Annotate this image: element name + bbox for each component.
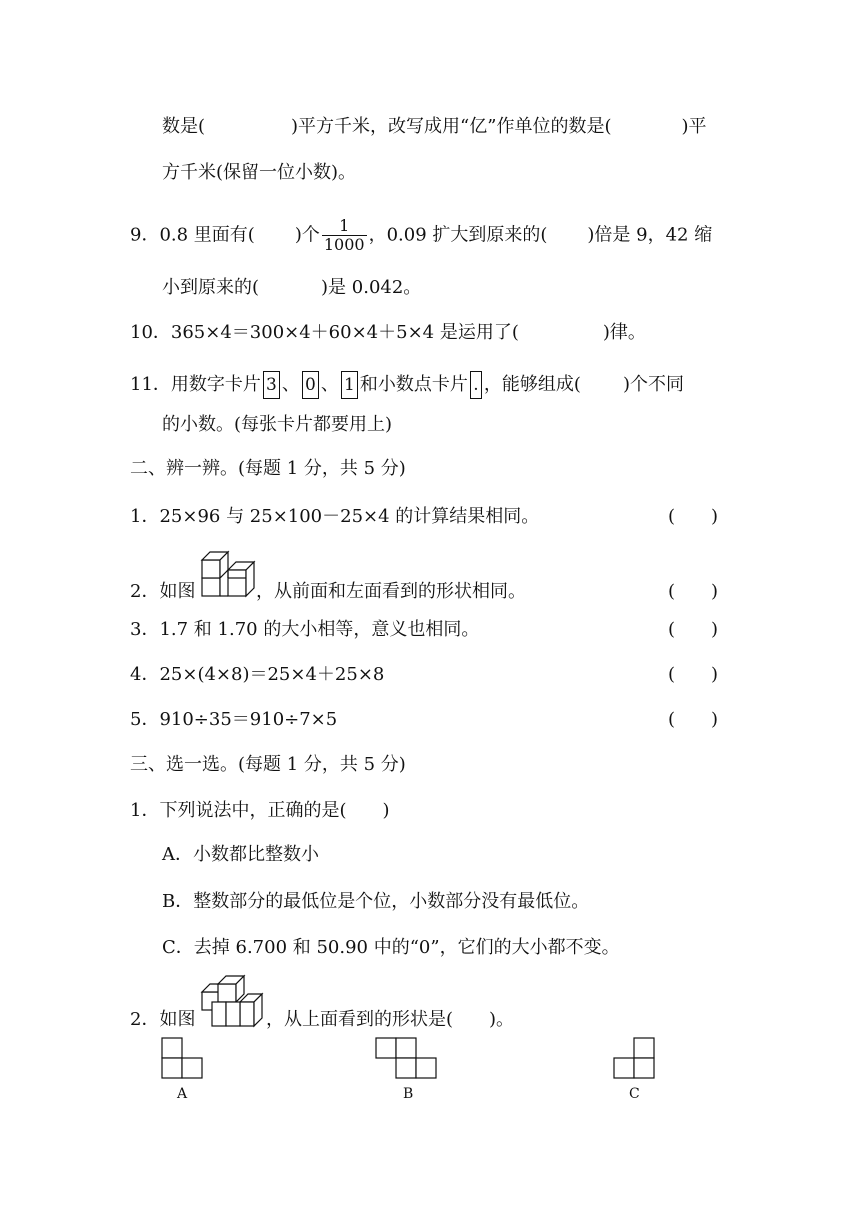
option-c-label: C bbox=[629, 1086, 640, 1102]
cube-stack-figure-1 bbox=[200, 538, 256, 600]
q8-line2: 方千米(保留一位小数)。 bbox=[162, 162, 357, 183]
answer-paren[interactable]: ( ) bbox=[668, 506, 719, 527]
s2-item-4: 4．25×(4×8)＝25×4＋25×8 bbox=[130, 664, 385, 685]
q11-line2: 的小数。(每张卡片都要用上) bbox=[162, 414, 393, 435]
s3-q1: 1．下列说法中，正确的是( ) bbox=[130, 800, 390, 821]
q9-line1: 9．0.8 里面有( )个 $\frac{1}{1000}$ ，0.09 扩大到原来的( )倍是 9，42 缩 bbox=[130, 216, 713, 254]
option-a-top-view[interactable] bbox=[160, 1036, 206, 1082]
s2-item-5: 5．910÷35＝910÷7×5 bbox=[130, 709, 338, 730]
q8-line1: 数是( )平方千米，改写成用“亿”作单位的数是( )平 bbox=[162, 116, 707, 137]
fraction: $\frac{1}{1000}$ bbox=[323, 216, 365, 254]
digit-card: 3 bbox=[263, 371, 280, 399]
s3-q1-option-c[interactable]: C．去掉 6.700 和 50.90 中的“0”，它们的大小都不变。 bbox=[162, 937, 620, 958]
option-c-top-view[interactable] bbox=[612, 1036, 658, 1082]
s2-item-2: 2．如图 bbox=[130, 581, 196, 602]
digit-card: 1 bbox=[341, 371, 358, 399]
s3-q2-text: ，从上面看到的形状是( )。 bbox=[266, 1009, 515, 1030]
section3-title: 三、选一选。(每题 1 分，共 5 分) bbox=[130, 754, 406, 775]
s3-q2: 2．如图 bbox=[130, 1009, 196, 1030]
s3-q1-option-a[interactable]: A．小数都比整数小 bbox=[162, 844, 319, 865]
q10: 10．365×4＝300×4＋60×4＋5×4 是运用了( )律。 bbox=[130, 322, 646, 343]
answer-paren[interactable]: ( ) bbox=[668, 709, 719, 730]
option-b-label: B bbox=[403, 1086, 414, 1102]
option-a-label: A bbox=[177, 1086, 188, 1102]
answer-paren[interactable]: ( ) bbox=[668, 581, 719, 602]
s2-item-1: 1．25×96 与 25×100－25×4 的计算结果相同。 bbox=[130, 506, 540, 527]
s3-q1-option-b[interactable]: B．整数部分的最低位是个位，小数部分没有最低位。 bbox=[162, 891, 590, 912]
section2-title: 二、辨一辨。(每题 1 分，共 5 分) bbox=[130, 458, 406, 479]
option-b-top-view[interactable] bbox=[374, 1036, 440, 1082]
answer-paren[interactable]: ( ) bbox=[668, 664, 719, 685]
s2-item-2-text: ，从前面和左面看到的形状相同。 bbox=[256, 581, 526, 602]
q11-line1: 11．用数字卡片 3 、 0 、 1 和小数点卡片 . ，能够组成( )个不同 bbox=[130, 371, 684, 399]
cube-stack-figure-2 bbox=[200, 974, 266, 1030]
digit-card: 0 bbox=[302, 371, 319, 399]
answer-paren[interactable]: ( ) bbox=[668, 619, 719, 640]
s2-item-3: 3．1.7 和 1.70 的大小相等，意义也相同。 bbox=[130, 619, 480, 640]
decimal-point-card: . bbox=[470, 371, 482, 399]
q9-line2: 小到原来的( )是 0.042。 bbox=[162, 277, 422, 298]
